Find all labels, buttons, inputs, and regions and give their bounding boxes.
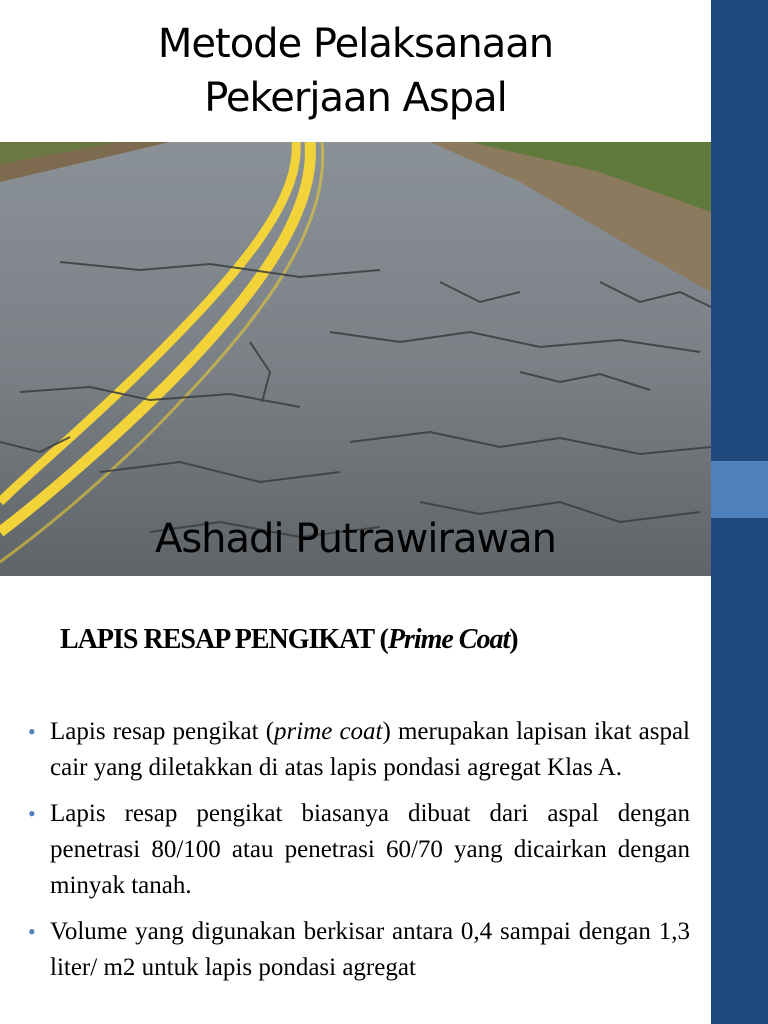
- bullet-dot-icon: •: [28, 919, 36, 944]
- bullet-text-after: ) merupakan lapisan ikat aspal cair yang diletakkan di atas lapis pondasi agregat Klas A.: [50, 718, 690, 781]
- bullet-dot-icon: •: [28, 719, 36, 744]
- title-block: [0, 0, 711, 142]
- bullet-item: [28, 714, 690, 786]
- bullet-dot-icon: •: [28, 801, 36, 826]
- bullet-item: [28, 796, 690, 904]
- section-heading-prefix: LAPIS RESAP PENGIKAT (: [60, 624, 388, 655]
- author-name: Ashadi Putrawirawan: [154, 516, 557, 562]
- road-photo: [0, 142, 711, 576]
- bullet-list: [28, 714, 690, 996]
- bullet-text-before: Lapis resap pengikat (: [50, 718, 275, 745]
- title-line-1: Metode Pelaksanaan: [157, 21, 554, 67]
- section-heading-italic: Prime Coat: [387, 624, 510, 655]
- bullet-text-italic: prime coat: [274, 718, 383, 745]
- sidebar-accent-block: [711, 461, 768, 518]
- section-heading: [60, 624, 518, 656]
- bullet-text: Volume yang digunakan berkisar antara 0,4 sampai dengan 1,3 liter/ m2 untuk lapis pondasi agregat: [50, 918, 690, 981]
- bullet-text: Lapis resap pengikat biasanya dibuat dari aspal dengan penetrasi 80/100 atau penetrasi 60/70 yang dicairkan dengan minyak tanah.: [50, 800, 690, 899]
- title-line-2: Pekerjaan Aspal: [204, 75, 507, 121]
- bullet-item: [28, 914, 690, 986]
- section-heading-suffix: ): [509, 624, 518, 655]
